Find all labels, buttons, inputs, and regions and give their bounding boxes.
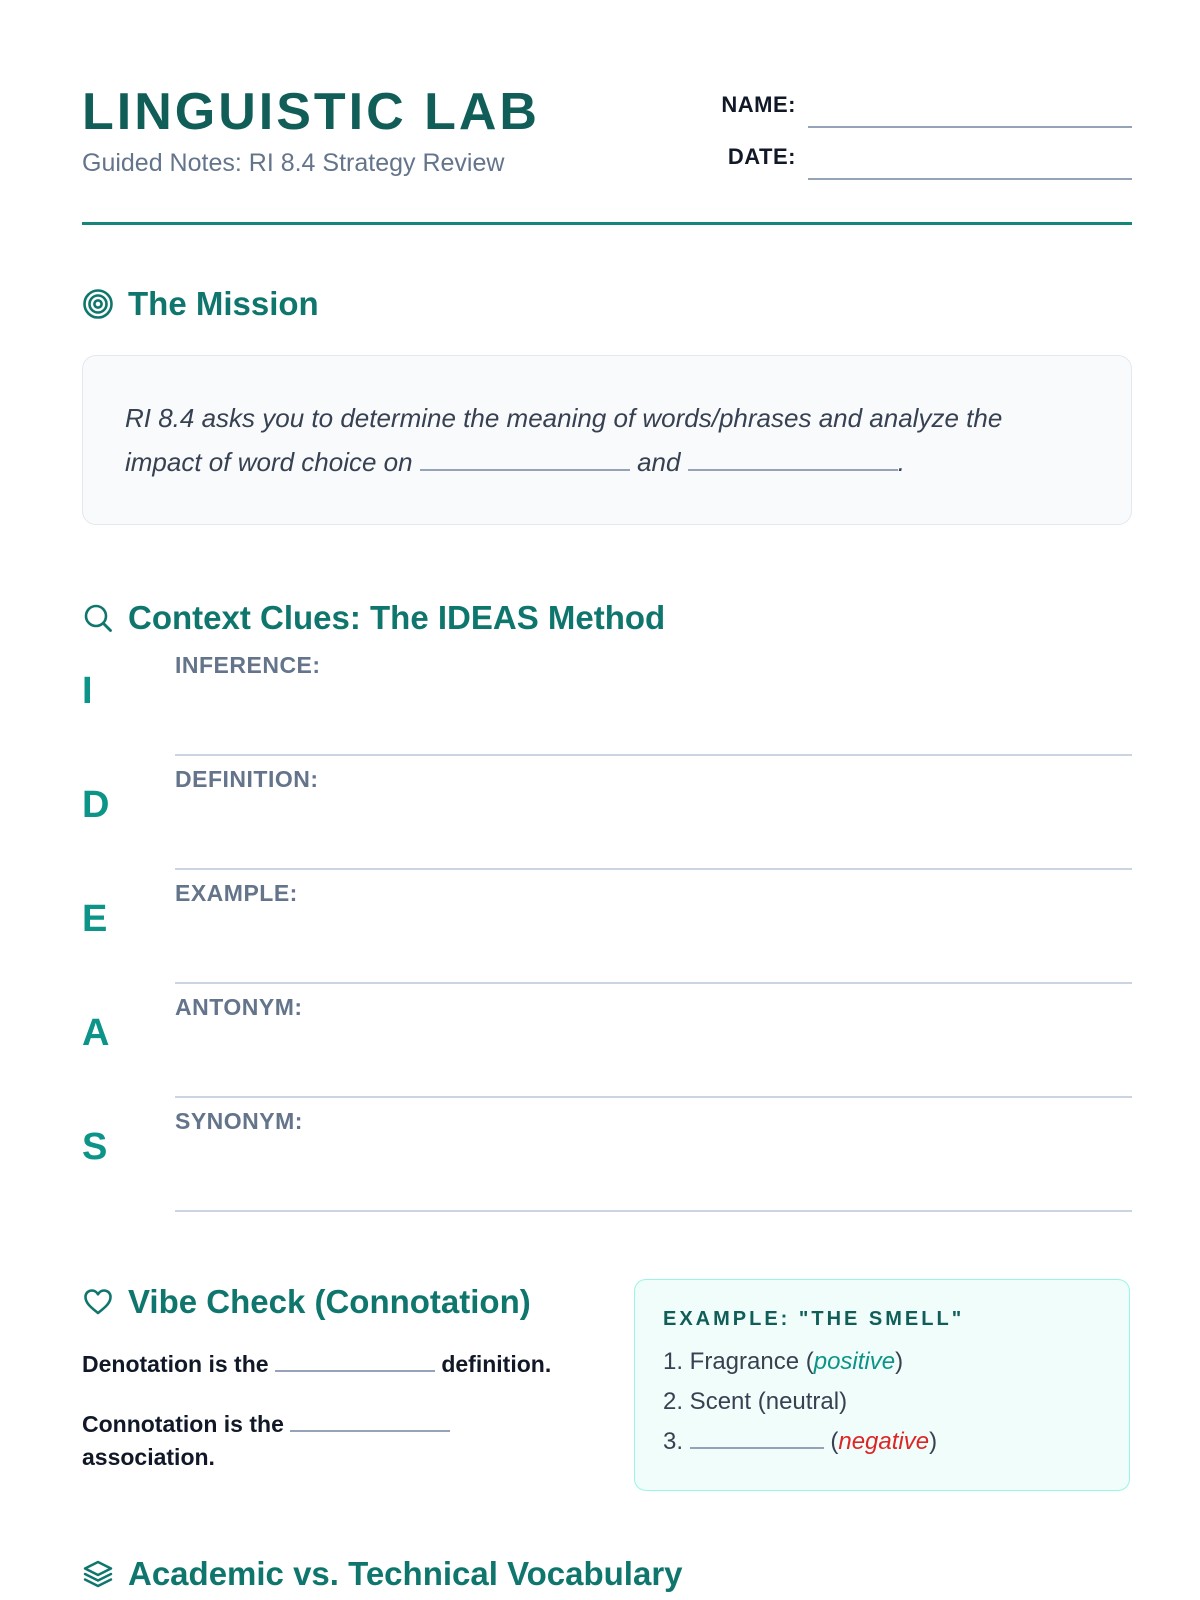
search-icon [82,602,114,634]
heart-icon [82,1286,114,1318]
denotation-statement [82,1348,592,1381]
negative-tag: negative [838,1428,930,1455]
ideas-letter: E [82,898,108,940]
example-box [634,1279,1130,1491]
ideas-heading [82,596,665,640]
vibe-heading [82,1280,531,1324]
name-label: NAME: [721,92,796,117]
mission-box [82,355,1132,525]
example-item-text: 1. Fragrance ( [663,1348,814,1375]
mission-blank-1[interactable] [420,443,630,471]
name-field[interactable] [722,88,1132,128]
denotation-text: Denotation is the [82,1351,269,1377]
example-item-1 [663,1348,903,1376]
ideas-title: Context Clues: The IDEAS Method [128,599,666,636]
mission-text-part2: and [637,447,681,477]
vibe-title: Vibe Check (Connotation) [128,1283,531,1320]
target-icon [82,288,114,320]
ideas-label: SYNONYM: [175,1108,303,1134]
ideas-letter: D [82,784,110,826]
ideas-answer-line[interactable] [175,1210,1132,1212]
connotation-text: Connotation is the [82,1411,284,1437]
ideas-letter: I [82,670,93,712]
connotation-text-end: association. [82,1444,215,1470]
ideas-label: ANTONYM: [175,994,303,1020]
mission-text [125,396,1065,484]
layers-icon [82,1558,114,1590]
example-blank[interactable] [690,1429,824,1449]
date-line[interactable] [808,178,1132,180]
ideas-row-synonym [82,1098,1132,1212]
date-label: DATE: [727,144,796,169]
ideas-row-example [82,870,1132,984]
name-line[interactable] [808,126,1132,128]
academic-heading [82,1552,683,1596]
mission-text-end: . [897,447,905,477]
mission-heading [82,282,319,326]
ideas-letter: S [82,1126,108,1168]
connotation-blank[interactable] [290,1408,450,1432]
example-item-2: 2. Scent (neutral) [663,1388,848,1415]
ideas-letter: A [82,1012,110,1054]
example-item-text: ) [929,1428,938,1455]
example-item-text: 3. [663,1428,684,1455]
ideas-label: DEFINITION: [175,766,319,792]
denotation-text-end: definition. [441,1351,552,1377]
worksheet-header [82,82,1132,224]
example-item-text: ) [895,1348,904,1375]
example-item-3 [663,1428,937,1456]
ideas-label: EXAMPLE: [175,880,298,906]
academic-title: Academic vs. Technical Vocabulary [128,1555,683,1592]
date-field[interactable] [722,140,1132,180]
mission-title: The Mission [128,285,319,322]
mission-blank-2[interactable] [688,443,898,471]
page-title: LINGUISTIC LAB [82,83,540,141]
example-title: EXAMPLE: "THE SMELL" [663,1308,965,1330]
header-divider [82,222,1132,225]
denotation-blank[interactable] [275,1348,435,1372]
ideas-row-inference [82,642,1132,756]
page-subtitle: Guided Notes: RI 8.4 Strategy Review [82,149,505,177]
positive-tag: positive [813,1348,896,1375]
connotation-statement [82,1408,512,1474]
ideas-label: INFERENCE: [175,652,321,678]
ideas-row-antonym [82,984,1132,1098]
ideas-row-definition [82,756,1132,870]
mission-text-part1: RI 8.4 asks you to determine the meaning of words/phrases and analyze the impact of word choice on [125,403,1003,477]
example-item-text: ( [830,1428,839,1455]
